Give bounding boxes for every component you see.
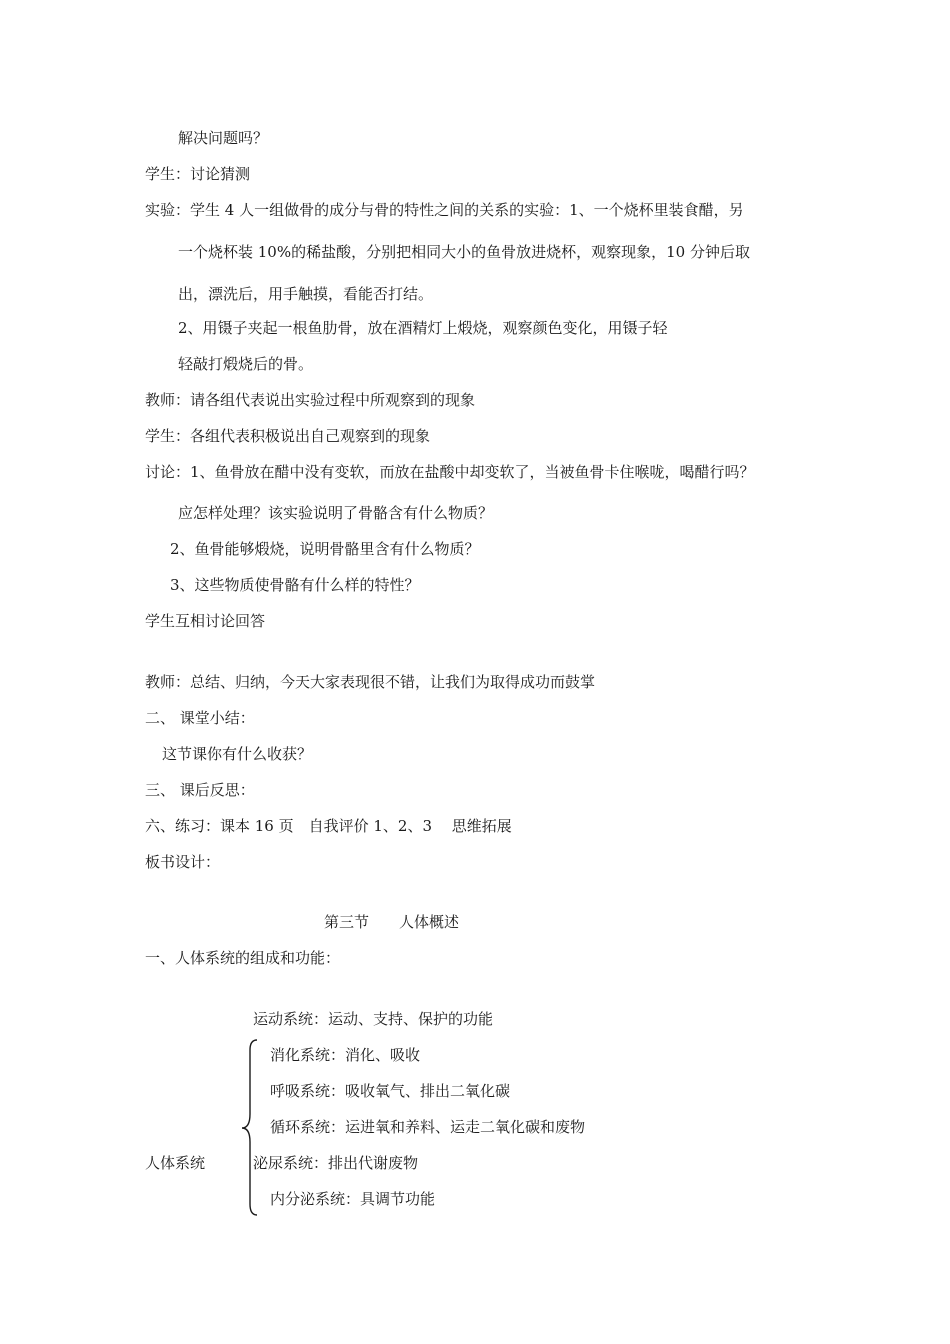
diagram-item: 内分泌系统：具调节功能 xyxy=(270,1190,436,1208)
text-line: 板书设计： xyxy=(145,853,221,871)
curly-brace-icon xyxy=(240,1038,260,1218)
diagram-item: 运动系统：运动、支持、保护的功能 xyxy=(253,1010,494,1028)
diagram-item: 消化系统：消化、吸收 xyxy=(270,1046,421,1064)
text-line: 轻敲打煅烧后的骨。 xyxy=(178,355,314,373)
text-line: 3、这些物质使骨骼有什么样的特性？ xyxy=(170,576,420,594)
diagram-item: 呼吸系统：吸收氧气、排出二氧化碳 xyxy=(270,1082,511,1100)
text-line: 应怎样处理？该实验说明了骨骼含有什么物质？ xyxy=(178,504,494,522)
text-line: 这节课你有什么收获？ xyxy=(162,745,313,763)
text-line: 学生：讨论猜测 xyxy=(145,165,251,183)
text-line: 教师：请各组代表说出实验过程中所观察到的现象 xyxy=(145,391,476,409)
diagram-item: 泌尿系统：排出代谢废物 xyxy=(253,1154,419,1172)
diagram-root: 人体系统 xyxy=(145,1154,206,1172)
text-line: 学生：各组代表积极说出自己观察到的现象 xyxy=(145,427,431,445)
text-line: 六、练习：课本 16 页 自我评价 1、2、3 思维拓展 xyxy=(145,817,512,835)
diagram-item: 循环系统：运进氧和养料、运走二氧化碳和废物 xyxy=(270,1118,586,1136)
text-line: 教师：总结、归纳，今天大家表现很不错，让我们为取得成功而鼓掌 xyxy=(145,673,596,691)
text-line: 学生互相讨论回答 xyxy=(145,612,266,630)
section-title: 第三节 人体概述 xyxy=(324,913,460,931)
text-line: 讨论：1、鱼骨放在醋中没有变软，而放在盐酸中却变软了，当被鱼骨卡住喉咙，喝醋行吗？ xyxy=(145,463,755,481)
text-line: 三、 课后反思： xyxy=(145,781,255,799)
subheading: 一、人体系统的组成和功能： xyxy=(145,949,341,967)
text-line: 一个烧杯装 10%的稀盐酸，分别把相同大小的鱼骨放进烧杯，观察现象，10 分钟后取 xyxy=(178,243,750,261)
text-line: 2、用镊子夹起一根鱼肋骨，放在酒精灯上煅烧，观察颜色变化，用镊子轻 xyxy=(178,319,668,337)
text-line: 二、 课堂小结： xyxy=(145,709,255,727)
text-line: 实验：学生 4 人一组做骨的成分与骨的特性之间的关系的实验：1、一个烧杯里装食醋，另 xyxy=(145,201,744,219)
text-line: 解决问题吗？ xyxy=(178,129,269,147)
text-line: 2、鱼骨能够煅烧，说明骨骼里含有什么物质？ xyxy=(170,540,480,558)
text-line: 出，漂洗后，用手触摸，看能否打结。 xyxy=(178,285,434,303)
